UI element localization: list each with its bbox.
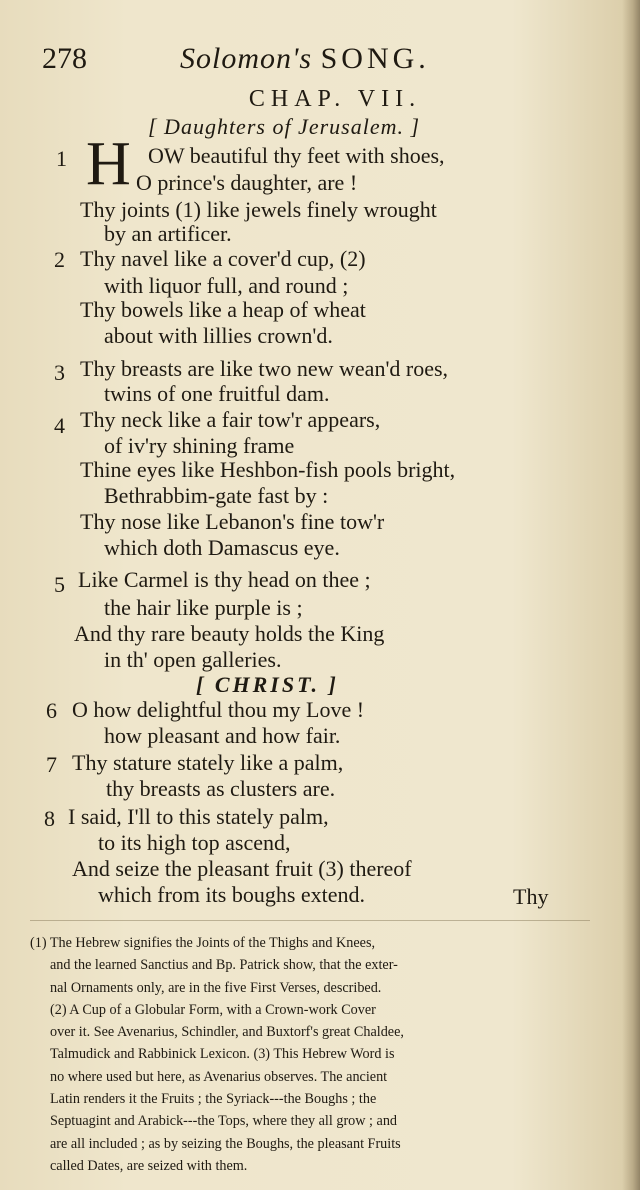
verse-line: the hair like purple is ; xyxy=(104,595,303,620)
page-number: 278 xyxy=(42,42,87,75)
verse-line: I said, I'll to this stately palm, xyxy=(68,804,329,829)
verse-number: 6 xyxy=(46,698,57,723)
verse-number: 2 xyxy=(54,247,65,272)
running-title xyxy=(180,42,430,76)
verse-line: Thy navel like a cover'd cup, (2) xyxy=(80,246,366,271)
verse-line: Thy joints (1) like jewels finely wrought xyxy=(80,197,437,222)
verse-line: Bethrabbim-gate fast by : xyxy=(104,483,329,508)
verse-number: 5 xyxy=(54,572,65,597)
verse-line: Thy bowels like a heap of wheat xyxy=(80,297,366,322)
catchword: Thy xyxy=(513,884,549,909)
verse-line: by an artificer. xyxy=(104,221,232,246)
verse-number: 3 xyxy=(54,360,65,385)
verse-line: with liquor full, and round ; xyxy=(104,273,349,298)
footnote-line: called Dates, are seized with them. xyxy=(50,1157,248,1174)
chapter-heading: CHAP. VII. xyxy=(248,86,422,112)
verse-line: which from its boughs extend. xyxy=(98,882,366,907)
running-title-italic: Solomon's xyxy=(180,42,313,75)
verse-line: And seize the pleasant fruit (3) thereof xyxy=(72,856,412,881)
speaker-heading-daughters: [ Daughters of Jerusalem. ] xyxy=(148,114,421,139)
footnote-divider xyxy=(30,920,590,921)
footnote-line: (1) The Hebrew signifies the Joints of the Thighs and Knees, xyxy=(30,935,376,951)
verse-line: thy breasts as clusters are. xyxy=(106,776,336,801)
page-edge-shadow xyxy=(622,0,640,1190)
footnote-line: and the learned Sanctius and Bp. Patrick show, that the exter- xyxy=(50,957,398,974)
verse-line: O how delightful thou my Love ! xyxy=(72,697,365,722)
verse-line: OW beautiful thy feet with shoes, xyxy=(148,143,445,168)
footnote-line: nal Ornaments only, are in the five First Verses, described. xyxy=(50,979,382,996)
verse-line: in th' open galleries. xyxy=(104,647,282,672)
verse-number: 8 xyxy=(44,806,55,831)
verse-line: to its high top ascend, xyxy=(98,830,291,855)
verse-line: Thy stature stately like a palm, xyxy=(72,750,344,775)
verse-number: 1 xyxy=(56,146,67,171)
verse-line: about with lillies crown'd. xyxy=(104,323,333,348)
footnote-line: Septuagint and Arabick---the Tops, where they all grow ; and xyxy=(50,1113,398,1130)
verse-line: of iv'ry shining frame xyxy=(104,433,295,458)
verse-line: And thy rare beauty holds the King xyxy=(74,621,385,646)
running-head xyxy=(42,42,582,82)
footnote-line: no where used but here, as Avenarius observes. The ancient xyxy=(50,1068,388,1085)
footnote-line: are all included ; as by seizing the Boughs, the pleasant Fruits xyxy=(50,1135,401,1152)
verse-line: Thy breasts are like two new wean'd roes, xyxy=(80,356,449,381)
verse-line: which doth Damascus eye. xyxy=(104,535,340,560)
verse-line: twins of one fruitful dam. xyxy=(104,381,330,406)
footnote-line: over it. See Avenarius, Schindler, and Buxtorf's great Chaldee, xyxy=(50,1024,404,1041)
running-title-caps: SONG. xyxy=(320,42,430,75)
verse-line: O prince's daughter, are ! xyxy=(136,170,358,195)
footnotes xyxy=(30,932,562,1177)
speaker-heading-christ: [ CHRIST. ] xyxy=(196,672,339,697)
verse-number: 4 xyxy=(54,413,65,438)
verse-line: Thy nose like Lebanon's fine tow'r xyxy=(80,509,385,534)
verse-line: Thine eyes like Heshbon-fish pools bright, xyxy=(80,457,456,482)
verse-line: how pleasant and how fair. xyxy=(104,723,341,748)
footnote-line: Talmudick and Rabbinick Lexicon. (3) This Hebrew Word is xyxy=(50,1046,395,1063)
verse-line: Like Carmel is thy head on thee ; xyxy=(78,567,371,592)
verse-number: 7 xyxy=(46,752,57,777)
footnote-line: Latin renders it the Fruits ; the Syriack---the Boughs ; the xyxy=(50,1091,377,1108)
drop-cap: H xyxy=(86,130,131,198)
verse-line: Thy neck like a fair tow'r appears, xyxy=(80,407,381,432)
footnote-line: (2) A Cup of a Globular Form, with a Crown-work Cover xyxy=(50,1001,376,1018)
